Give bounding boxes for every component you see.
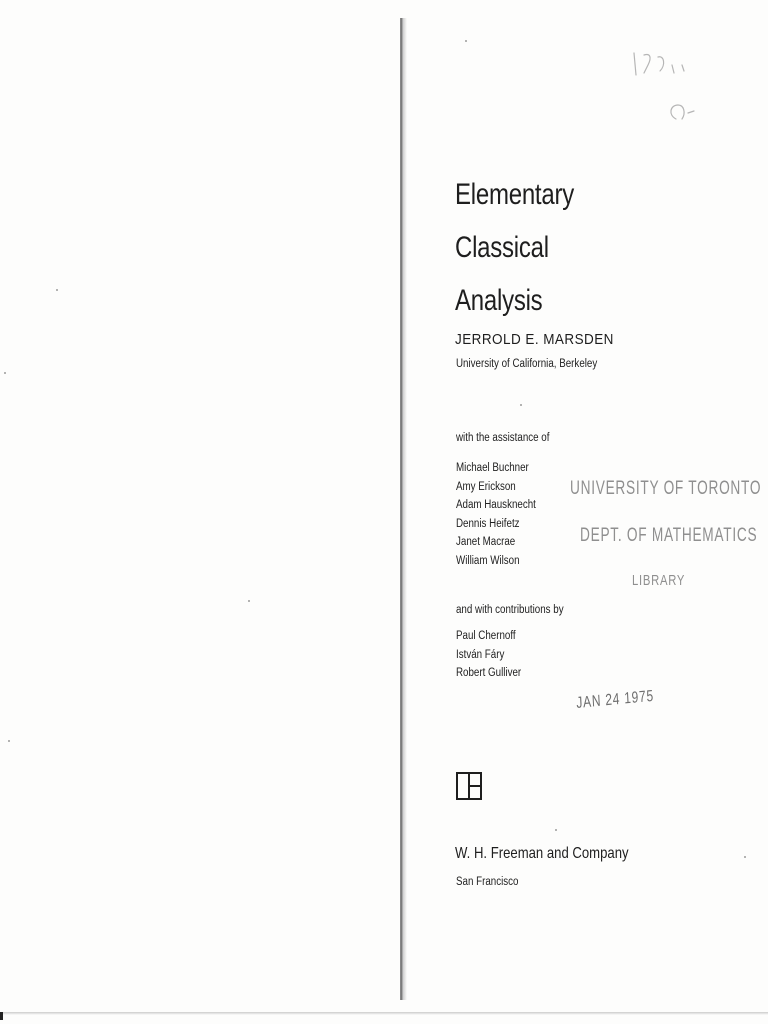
contributions-label: and with contributions by	[456, 604, 564, 616]
list-item: Michael Buchner	[456, 462, 529, 474]
scan-speck	[56, 289, 58, 291]
scan-speck	[248, 600, 250, 602]
list-item: Robert Gulliver	[456, 667, 522, 679]
list-item: William Wilson	[456, 554, 520, 567]
title-line: Classical	[455, 231, 549, 264]
assistance-label: with the assistance of	[456, 432, 550, 444]
handwritten-shelf-mark-icon	[628, 43, 702, 133]
scan-speck	[744, 856, 746, 858]
scan-speck	[465, 40, 467, 42]
publisher-city: San Francisco	[456, 876, 519, 888]
freeman-logo-icon	[456, 772, 482, 800]
author-affiliation: University of California, Berkeley	[456, 358, 598, 370]
library-stamp-line: DEPT. OF MATHEMATICS	[580, 525, 758, 546]
library-date-stamp: JAN 24 1975	[576, 687, 655, 712]
scan-speck	[4, 372, 6, 374]
list-item: Amy Erickson	[456, 480, 516, 493]
gutter-shadow	[403, 18, 407, 1000]
contributors-list	[456, 627, 521, 683]
list-item: István Fáry	[456, 648, 505, 661]
library-stamp-line: UNIVERSITY OF TORONTO	[570, 478, 762, 499]
title-line: Analysis	[455, 284, 543, 317]
list-item: Paul Chernoff	[456, 630, 516, 642]
publisher-name: W. H. Freeman and Company	[455, 845, 629, 862]
scan-speck	[555, 829, 557, 831]
scan-speck	[8, 740, 10, 742]
title-line: Elementary	[455, 178, 574, 211]
list-item: Dennis Heifetz	[456, 517, 520, 530]
list-item: Janet Macrae	[456, 536, 516, 548]
list-item: Adam Hausknecht	[456, 499, 536, 511]
book-title	[455, 168, 574, 327]
author-name: JERROLD E. MARSDEN	[455, 331, 614, 348]
page-bottom-edge	[0, 1012, 768, 1015]
scan-speck	[520, 404, 522, 406]
edge-mark	[0, 1012, 3, 1020]
assistants-list	[456, 459, 536, 570]
library-stamp-line: LIBRARY	[632, 572, 686, 589]
